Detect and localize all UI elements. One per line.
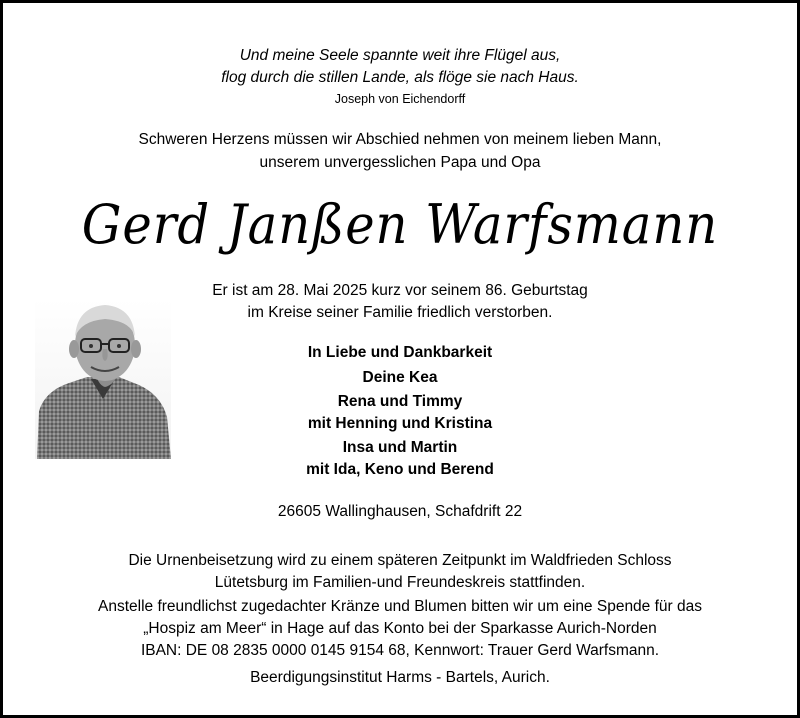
closing-line-3: Anstelle freundlichst zugedachter Kränze und Blumen bitten wir um eine Spende für das	[98, 598, 702, 615]
intro-line-1: Schweren Herzens müssen wir Abschied nehmen von meinem lieben Mann,	[138, 131, 662, 148]
funeral-home: Beerdigungsinstitut Harms - Bartels, Aurich.	[250, 669, 550, 686]
address: 26605 Wallinghausen, Schafdrift 22	[277, 503, 523, 520]
closing-line-1: Die Urnenbeisetzung wird zu einem späteren Zeitpunkt im Waldfrieden Schloss	[128, 552, 672, 569]
closing-line-4: „Hospiz am Meer“ in Hage auf das Konto bei der Sparkasse Aurich-Norden	[143, 620, 657, 637]
verse-line-2: flog durch die stillen Lande, als flöge sie nach Haus.	[221, 69, 579, 86]
closing-line-5: IBAN: DE 08 2835 0000 0145 9154 68, Kennwort: Trauer Gerd Warfsmann.	[140, 642, 660, 659]
deceased-name: Gerd Janßen Warfsmann	[81, 193, 719, 256]
verse-author: Joseph von Eichendorff	[334, 92, 466, 106]
mourner-line-6: mit Ida, Keno und Berend	[306, 461, 494, 478]
mourner-line-1: In Liebe und Dankbarkeit	[307, 344, 493, 361]
mourner-line-3: Rena und Timmy	[337, 393, 463, 410]
mourner-line-5: Insa und Martin	[342, 439, 458, 456]
death-notice-line-2: im Kreise seiner Familie friedlich verstorben.	[247, 304, 553, 321]
closing-line-2: Lütetsburg im Familien-und Freundeskreis stattfinden.	[214, 574, 586, 591]
intro-line-2: unserem unvergesslichen Papa und Opa	[259, 154, 541, 171]
death-notice-line-1: Er ist am 28. Mai 2025 kurz vor seinem 86. Geburtstag	[212, 282, 588, 299]
verse-line-1: Und meine Seele spannte weit ihre Flügel aus,	[239, 47, 561, 64]
mourner-line-2: Deine Kea	[362, 369, 438, 386]
mourner-line-4: mit Henning und Kristina	[307, 415, 493, 432]
